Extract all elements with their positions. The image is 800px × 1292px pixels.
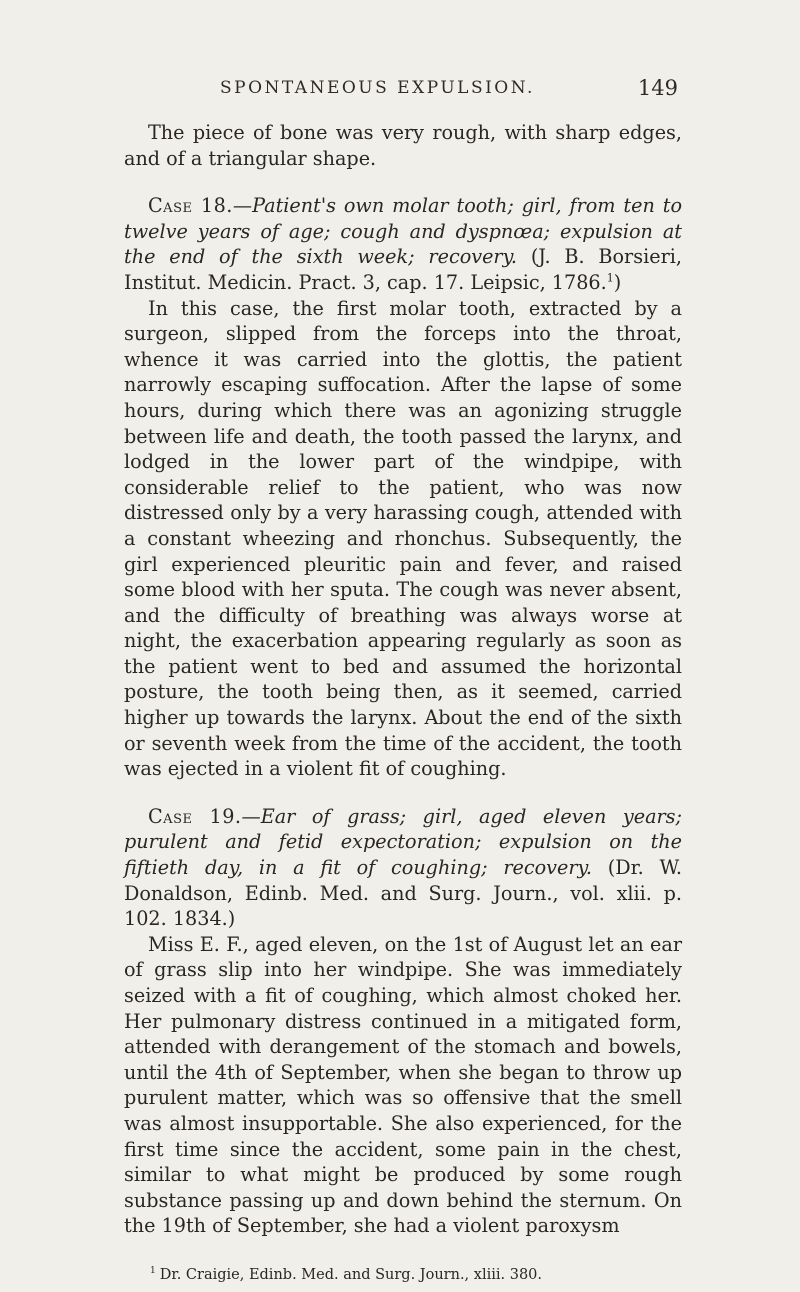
case-18-heading bbox=[124, 193, 682, 295]
case-18-citation-close: ) bbox=[613, 270, 622, 294]
page-number: 149 bbox=[637, 76, 678, 100]
paragraph-case-19-narrative: Miss E. F., aged eleven, on the 1st of August let an ear of grass slip into her windpipe. She was immediately seized with a fit of coughing, which almost choked her. Her pulmonary distress continued in a mitigated form, attended with derangement of the stomach and bowels, until the 4th of September, when she began to throw up purulent matter, which was so offensive that the smell was almost insupportable. She also experienced, for the first time since the accident, some pain in the chest, similar to what might be produced by some rough substance passing up and down behind the sternum. On the 19th of September, she had a violent paroxysm bbox=[124, 932, 682, 1238]
body-text bbox=[124, 120, 682, 1239]
footnote bbox=[150, 1266, 670, 1284]
footnote-text: Dr. Craigie, Edinb. Med. and Surg. Journ., xliii. 380. bbox=[159, 1267, 543, 1283]
case-18-footnote-mark: 1 bbox=[606, 271, 614, 285]
footnote-mark: 1 bbox=[150, 1266, 156, 1277]
case-19-citation: (Dr. W. Donaldson, Edinb. Med. and Surg. Journ., vol. xlii. p. 102. 1834.) bbox=[124, 856, 682, 931]
case-18-citation: (J. B. Borsieri, Institut. Medicin. Pract. 3, cap. 17. Leipsic, 1786. bbox=[124, 245, 682, 294]
case-18-label: Case 18. bbox=[148, 194, 233, 218]
paragraph-case-18-narrative: In this case, the first molar tooth, extracted by a surgeon, slipped from the forceps into the throat, whence it was carried into the glottis, the patient narrowly escaping suffocation. After the lapse of some hours, during which there was an agonizing struggle between life and death, the tooth passed the larynx, and lodged in the lower part of the windpipe, with considerable relief to the patient, who was now distressed only by a very harassing cough, attended with a constant wheezing and rhonchus. Subsequently, the girl experienced pleuritic pain and fever, and raised some blood with her sputa. The cough was never absent, and the difficulty of breathing was always worse at night, the exacerbation appearing regularly as soon as the patient went to bed and assumed the horizontal posture, the tooth being then, as it seemed, carried higher up towards the larynx. About the end of the sixth or seventh week from the time of the accident, the tooth was ejected in a violent fit of coughing. bbox=[124, 296, 682, 781]
running-head bbox=[0, 76, 800, 106]
case-18-summary: Patient's own molar tooth; girl, from ten to twelve years of age; cough and dyspnœa; expulsion at the end of the sixth week; recovery. bbox=[124, 194, 682, 269]
case-19-dash: — bbox=[241, 804, 261, 828]
case-19-summary: Ear of grass; girl, aged eleven years; purulent and fetid expectoration; expulsion on the fiftieth day, in a fit of coughing; recovery. bbox=[124, 804, 682, 880]
case-19-heading bbox=[124, 804, 682, 932]
paragraph-bone-shape: The piece of bone was very rough, with sharp edges, and of a triangular shape. bbox=[124, 121, 682, 170]
case-18-dash: — bbox=[232, 194, 253, 218]
case-19-label: Case 19. bbox=[148, 804, 242, 828]
running-title: SPONTANEOUS EXPULSION. bbox=[220, 78, 535, 98]
